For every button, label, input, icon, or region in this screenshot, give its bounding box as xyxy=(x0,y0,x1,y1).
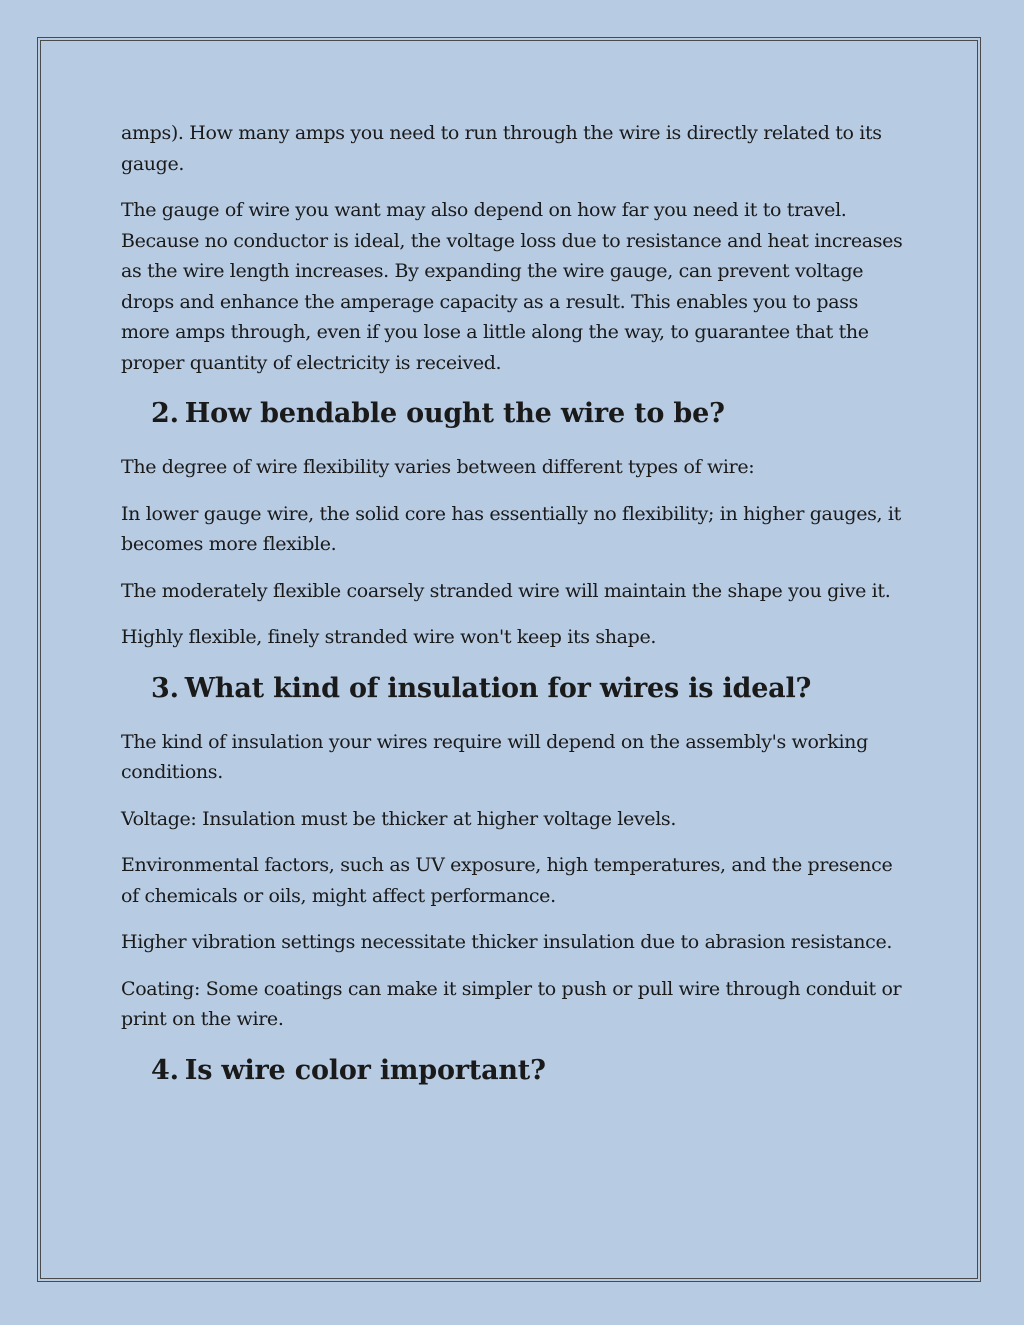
section-heading-4 xyxy=(151,1051,911,1091)
paragraph: amps). How many amps you need to run through the wire is directly related to its gauge. xyxy=(121,122,882,175)
paragraph: Environmental factors, such as UV exposure, high temperatures, and the presence of chemicals or oils, might affect performance. xyxy=(121,854,893,907)
paragraph: Highly flexible, finely stranded wire won't keep its shape. xyxy=(121,626,657,648)
paragraph: The gauge of wire you want may also depend on how far you need it to travel. Because no conductor is ideal, the voltage loss due to resistance and heat increases as the wire length increases. By expanding the wire gauge, can prevent voltage drops and enhance the amperage capacity as a result. This enables you to pass more amps through, even if you lose a little along the way, to guarantee that the proper quantity of electricity is received. xyxy=(121,199,903,374)
document-body xyxy=(121,118,911,1109)
section-title: Is wire color important? xyxy=(184,1054,546,1086)
section-number: 3. xyxy=(151,672,179,704)
section-heading-2 xyxy=(151,394,911,434)
paragraph: The kind of insulation your wires require will depend on the assembly's working conditions. xyxy=(121,730,868,783)
paragraph: The degree of wire flexibility varies between different types of wire: xyxy=(121,456,755,478)
paragraph: In lower gauge wire, the solid core has essentially no flexibility; in higher gauges, it becomes more flexible. xyxy=(121,502,901,555)
paragraph: Voltage: Insulation must be thicker at higher voltage levels. xyxy=(121,807,677,830)
section-number: 4. xyxy=(151,1054,179,1086)
section-number: 2. xyxy=(151,398,179,429)
section-heading-3 xyxy=(151,669,911,709)
section-title: How bendable ought the wire to be? xyxy=(184,398,725,429)
section-title: What kind of insulation for wires is ideal? xyxy=(184,672,812,704)
paragraph: Coating: Some coatings can make it simpler to push or pull wire through conduit or print on the wire. xyxy=(121,977,902,1030)
paragraph: The moderately flexible coarsely stranded wire will maintain the shape you give it. xyxy=(121,579,891,602)
paragraph: Higher vibration settings necessitate thicker insulation due to abrasion resistance. xyxy=(121,931,893,953)
